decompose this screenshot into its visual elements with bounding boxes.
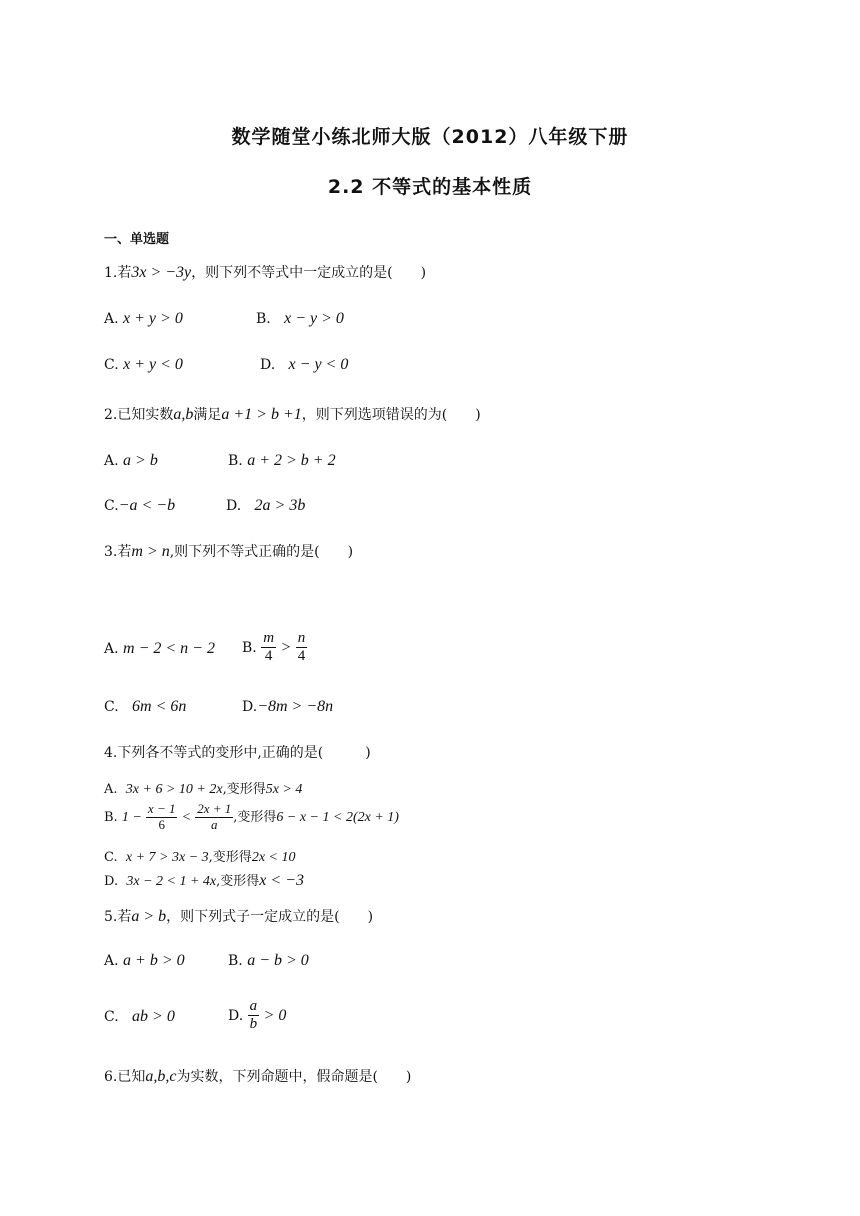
q3-condition: m > n xyxy=(131,543,170,560)
q1-option-d xyxy=(260,356,348,374)
option-label: D. xyxy=(228,1007,244,1024)
q5-option-c xyxy=(104,1008,175,1026)
option-label: A. xyxy=(104,311,119,327)
denominator: a xyxy=(210,816,218,832)
question-2-stem xyxy=(104,404,481,424)
q4-option-d xyxy=(104,870,304,890)
q5-option-d xyxy=(228,998,286,1034)
option-result: x < −3 xyxy=(259,872,304,889)
q4-option-c xyxy=(104,846,295,866)
question-6-stem xyxy=(104,1066,411,1086)
option-expr: a − b > 0 xyxy=(247,952,309,969)
q2-condition: a +1 > b +1 xyxy=(221,406,302,423)
section-heading: 一、单选题 xyxy=(104,232,170,247)
q4-option-b xyxy=(104,802,399,833)
option-label: A. xyxy=(104,953,119,969)
q2-stem-c: ，则下列选项错误的为( ) xyxy=(301,407,481,423)
option-expr: x + y > 0 xyxy=(123,310,183,327)
option-label: A. xyxy=(104,453,119,469)
q3-stem-a: 3.若 xyxy=(104,544,132,560)
q3-option-a xyxy=(104,640,215,658)
question-3-stem xyxy=(104,541,353,561)
q5-option-a xyxy=(104,952,185,970)
option-expr: x − y > 0 xyxy=(284,310,344,327)
q2-stem-a: 2.已知实数 xyxy=(104,407,174,423)
option-label: B. xyxy=(242,639,257,656)
option-text: ,变形得 xyxy=(208,850,252,865)
q2-stem-b: 满足 xyxy=(193,407,222,423)
option-expr: 3x − 2 < 1 + 4x xyxy=(126,874,217,889)
option-expr: x + y < 0 xyxy=(123,356,183,373)
operator: < xyxy=(181,809,192,825)
option-label: C. xyxy=(104,357,119,373)
q1-stem-a: 1.若 xyxy=(104,265,132,281)
question-5-stem xyxy=(104,906,373,926)
option-label: C. xyxy=(104,699,119,715)
option-expr: a + 2 > b + 2 xyxy=(247,452,336,469)
question-4-stem: 4.下列各不等式的变形中,正确的是( ) xyxy=(104,745,371,761)
q5-stem-b: ，则下列式子一定成立的是( ) xyxy=(166,909,374,925)
operator: > xyxy=(280,638,292,656)
q2-option-b xyxy=(228,452,336,470)
option-label: B. xyxy=(104,809,118,825)
numerator: a xyxy=(248,998,260,1016)
numerator: m xyxy=(261,630,276,648)
numerator: 2x + 1 xyxy=(197,801,232,816)
q1-option-a xyxy=(104,310,183,328)
q6-vars: a,b,c xyxy=(145,1068,177,1085)
q5-condition: a > b xyxy=(131,908,167,925)
option-label: B. xyxy=(256,311,271,327)
q5-stem-a: 5.若 xyxy=(104,909,132,925)
q1-option-b xyxy=(256,310,344,328)
option-text: ,变形得 xyxy=(233,809,277,825)
option-result: 5x > 4 xyxy=(265,782,303,797)
option-result: 6 − x − 1 < 2(2x + 1) xyxy=(276,809,399,825)
option-label: C. xyxy=(104,1009,119,1025)
q6-stem-b: 为实数，下列命题中，假命题是( ) xyxy=(176,1069,412,1085)
q2-vars: a,b xyxy=(173,406,194,423)
q5-fraction xyxy=(248,998,260,1034)
option-expr: −a < −b xyxy=(118,497,176,514)
option-expr: > 0 xyxy=(263,1006,287,1024)
option-label: D. xyxy=(242,699,258,715)
question-1-stem xyxy=(104,262,426,282)
q1-condition: 3x > −3y xyxy=(131,264,192,281)
q6-stem-a: 6.已知 xyxy=(104,1069,146,1085)
option-expr: 3x + 6 > 10 + 2x xyxy=(125,782,223,797)
denominator: b xyxy=(249,1016,258,1033)
option-text: ,变形得 xyxy=(222,782,266,797)
option-expr: −8m > −8n xyxy=(257,698,334,715)
option-label: A. xyxy=(104,782,118,797)
q1-stem-b: ，则下列不等式中一定成立的是( ) xyxy=(191,265,427,281)
option-expr: m − 2 < n − 2 xyxy=(123,640,215,657)
page-subtitle: 2.2 不等式的基本性质 xyxy=(327,176,533,198)
option-label: D. xyxy=(104,874,119,889)
option-expr: a + b > 0 xyxy=(123,952,185,969)
denominator: 6 xyxy=(158,816,165,832)
q3-option-d xyxy=(242,698,333,716)
q1-option-c xyxy=(104,356,183,374)
option-expr: ab > 0 xyxy=(132,1008,175,1025)
q3-stem-b: ,则下列不等式正确的是( ) xyxy=(169,544,354,560)
option-expr: 1 − xyxy=(121,809,142,825)
option-expr: a > b xyxy=(123,452,158,469)
option-label: C. xyxy=(104,850,118,865)
q3-fraction-n xyxy=(296,630,308,666)
q4-fraction-right xyxy=(195,802,233,833)
q4-fraction-left xyxy=(146,802,178,833)
q3-fraction-m xyxy=(261,630,276,666)
option-label: D. xyxy=(260,357,276,373)
q4-option-a xyxy=(104,778,302,798)
numerator: n xyxy=(296,630,308,648)
option-expr: x − y < 0 xyxy=(288,356,349,373)
option-label: B. xyxy=(228,453,243,469)
q2-option-a xyxy=(104,452,158,470)
q3-option-b xyxy=(242,630,307,666)
denominator: 4 xyxy=(264,648,273,665)
q2-option-c xyxy=(104,497,175,515)
q2-option-d xyxy=(226,497,305,515)
numerator: x − 1 xyxy=(147,801,176,816)
option-text: ,变形得 xyxy=(216,874,260,889)
option-label: B. xyxy=(228,953,243,969)
page-title: 数学随堂小练北师大版（2012）八年级下册 xyxy=(231,126,629,148)
option-label: A. xyxy=(104,641,119,657)
option-label: D. xyxy=(226,498,242,514)
denominator: 4 xyxy=(297,648,306,665)
option-expr: 2a > 3b xyxy=(254,497,306,514)
option-result: 2x < 10 xyxy=(251,850,296,865)
option-label: C. xyxy=(104,498,119,514)
q5-option-b xyxy=(228,952,309,970)
q3-option-c xyxy=(104,698,186,716)
option-expr: x + 7 > 3x − 3 xyxy=(125,850,209,865)
option-expr: 6m < 6n xyxy=(132,698,187,715)
